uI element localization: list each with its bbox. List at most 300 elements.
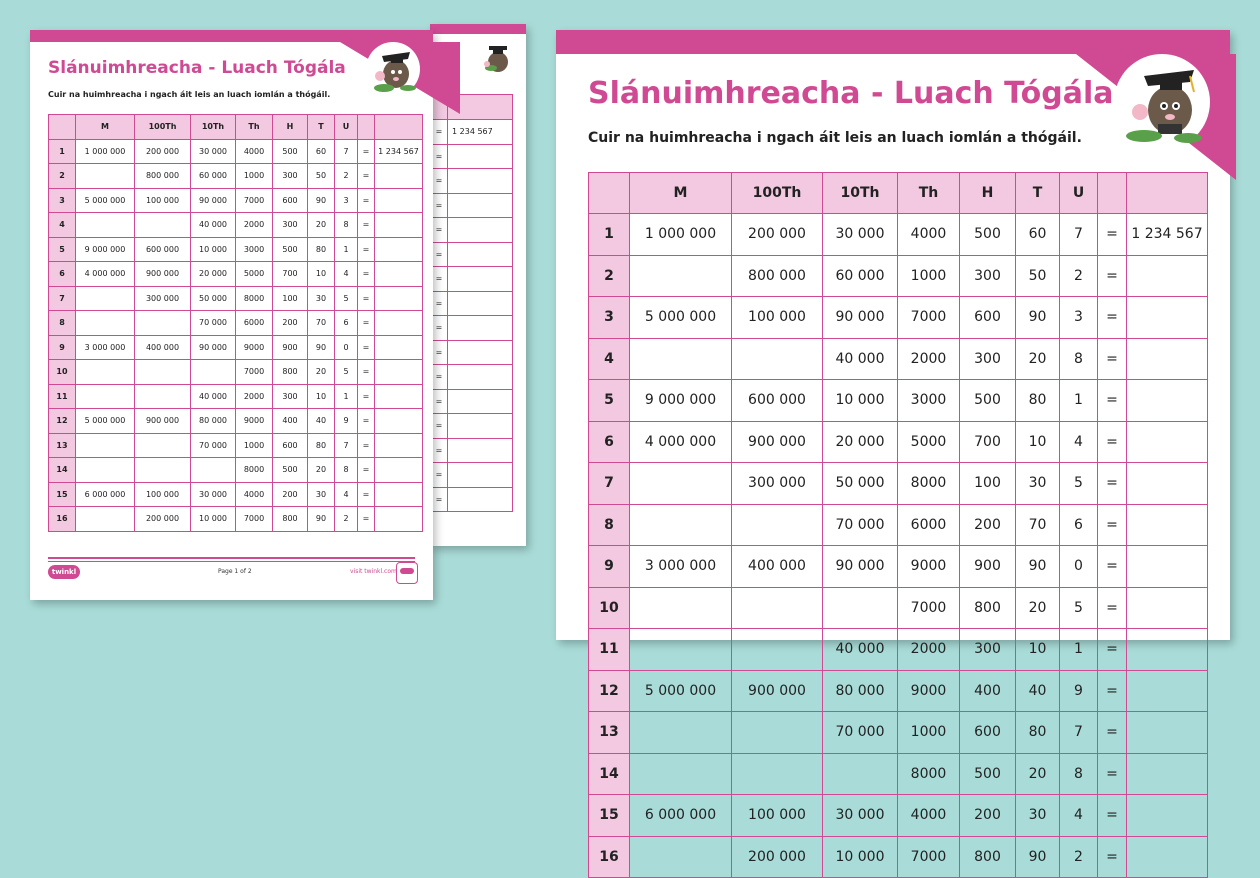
place-value-cell bbox=[135, 213, 191, 238]
equals-sign: = bbox=[1098, 670, 1127, 712]
place-value-cell: 80 bbox=[308, 237, 335, 262]
table-row bbox=[589, 670, 1208, 712]
place-value-cell: 6 bbox=[1060, 504, 1098, 546]
place-value-cell: 1 000 000 bbox=[76, 139, 135, 164]
table-row bbox=[49, 188, 423, 213]
table-row bbox=[589, 214, 1208, 256]
worksheet-instruction: Cuir na huimhreacha i ngach áit leis an luach iomlán a thógáil. bbox=[48, 90, 331, 99]
place-value-cell: 5000 bbox=[898, 421, 960, 463]
place-value-cell: 8 bbox=[1060, 338, 1098, 380]
graduation-mole-mascot-icon bbox=[366, 42, 420, 96]
place-value-cell bbox=[76, 286, 135, 311]
place-value-cell: 10 000 bbox=[191, 237, 236, 262]
answer-cell[interactable] bbox=[1127, 297, 1208, 339]
table-row bbox=[589, 504, 1208, 546]
answer-cell[interactable] bbox=[1127, 546, 1208, 588]
equals-sign: = bbox=[431, 169, 448, 194]
equals-sign: = bbox=[1098, 297, 1127, 339]
answer-cell[interactable] bbox=[375, 409, 423, 434]
place-value-cell: 7000 bbox=[236, 360, 273, 385]
place-value-cell bbox=[135, 458, 191, 483]
column-header: M bbox=[76, 115, 135, 140]
equals-sign: = bbox=[431, 463, 448, 488]
table-row bbox=[49, 507, 423, 532]
place-value-cell bbox=[630, 836, 732, 878]
place-value-cell bbox=[732, 587, 823, 629]
place-value-cell: 8 bbox=[335, 213, 358, 238]
column-header: H bbox=[273, 115, 308, 140]
place-value-table bbox=[588, 172, 1208, 878]
table-row bbox=[431, 169, 513, 194]
answer-cell[interactable] bbox=[375, 311, 423, 336]
place-value-cell: 40 bbox=[308, 409, 335, 434]
place-value-cell: 300 bbox=[960, 338, 1016, 380]
place-value-cell: 6 000 000 bbox=[630, 795, 732, 837]
answer-cell[interactable] bbox=[1127, 712, 1208, 754]
table-row bbox=[589, 836, 1208, 878]
twinkl-logo-icon: twinkl bbox=[48, 565, 80, 579]
place-value-cell: 70 000 bbox=[823, 504, 898, 546]
equals-sign: = bbox=[358, 164, 375, 189]
answer-cell[interactable] bbox=[448, 463, 513, 488]
place-value-cell: 800 bbox=[273, 507, 308, 532]
equals-sign: = bbox=[358, 458, 375, 483]
place-value-cell: 1 bbox=[1060, 629, 1098, 671]
place-value-cell: 8000 bbox=[236, 458, 273, 483]
column-header bbox=[589, 173, 630, 214]
row-number: 14 bbox=[589, 753, 630, 795]
column-header bbox=[1127, 173, 1208, 214]
table-row bbox=[49, 482, 423, 507]
place-value-cell: 80 000 bbox=[823, 670, 898, 712]
place-value-cell: 60 000 bbox=[191, 164, 236, 189]
answer-cell[interactable] bbox=[448, 316, 513, 341]
place-value-cell: 10 000 bbox=[823, 380, 898, 422]
place-value-cell: 3 000 000 bbox=[630, 546, 732, 588]
place-value-cell: 30 000 bbox=[823, 214, 898, 256]
answer-cell[interactable] bbox=[448, 365, 513, 390]
answer-cell[interactable] bbox=[448, 169, 513, 194]
equals-sign: = bbox=[431, 267, 448, 292]
place-value-cell: 20 000 bbox=[191, 262, 236, 287]
table-row bbox=[589, 255, 1208, 297]
place-value-table bbox=[48, 114, 423, 532]
place-value-cell bbox=[732, 504, 823, 546]
row-number: 6 bbox=[49, 262, 76, 287]
place-value-cell: 300 bbox=[273, 164, 308, 189]
place-value-cell: 60 bbox=[308, 139, 335, 164]
row-number: 10 bbox=[49, 360, 76, 385]
equals-sign: = bbox=[1098, 712, 1127, 754]
place-value-cell: 900 000 bbox=[732, 421, 823, 463]
answer-cell[interactable] bbox=[1127, 795, 1208, 837]
equals-sign: = bbox=[358, 433, 375, 458]
place-value-cell: 400 000 bbox=[732, 546, 823, 588]
place-value-cell: 200 000 bbox=[732, 836, 823, 878]
answer-cell[interactable] bbox=[375, 286, 423, 311]
table-row bbox=[431, 316, 513, 341]
table-row bbox=[431, 267, 513, 292]
place-value-cell: 300 000 bbox=[135, 286, 191, 311]
graduation-mole-mascot-icon bbox=[478, 40, 518, 74]
place-value-cell: 20 000 bbox=[823, 421, 898, 463]
place-value-cell: 2 bbox=[335, 507, 358, 532]
row-number: 11 bbox=[49, 384, 76, 409]
equals-sign: = bbox=[1098, 214, 1127, 256]
column-header bbox=[375, 115, 423, 140]
equals-sign: = bbox=[358, 213, 375, 238]
place-value-cell: 9 bbox=[1060, 670, 1098, 712]
equals-sign: = bbox=[1098, 421, 1127, 463]
place-value-cell: 800 bbox=[960, 587, 1016, 629]
table-row bbox=[49, 384, 423, 409]
place-value-cell: 7 bbox=[335, 139, 358, 164]
equals-sign: = bbox=[431, 193, 448, 218]
place-value-cell: 100 000 bbox=[732, 795, 823, 837]
place-value-cell: 50 000 bbox=[823, 463, 898, 505]
place-value-cell: 9 000 000 bbox=[76, 237, 135, 262]
place-value-cell: 100 000 bbox=[135, 188, 191, 213]
column-header bbox=[49, 115, 76, 140]
place-value-cell bbox=[76, 384, 135, 409]
row-number: 11 bbox=[589, 629, 630, 671]
row-number: 7 bbox=[589, 463, 630, 505]
answer-cell[interactable] bbox=[448, 144, 513, 169]
row-number: 16 bbox=[589, 836, 630, 878]
answer-cell[interactable] bbox=[375, 360, 423, 385]
table-row bbox=[49, 433, 423, 458]
answer-cell[interactable] bbox=[375, 237, 423, 262]
place-value-cell: 2 bbox=[335, 164, 358, 189]
equals-sign: = bbox=[358, 188, 375, 213]
place-value-cell: 9000 bbox=[898, 670, 960, 712]
answer-cell[interactable] bbox=[448, 267, 513, 292]
answer-cell[interactable] bbox=[1127, 670, 1208, 712]
row-number: 3 bbox=[49, 188, 76, 213]
table-row bbox=[431, 291, 513, 316]
answer-cell[interactable] bbox=[448, 389, 513, 414]
answer-cell[interactable] bbox=[1127, 421, 1208, 463]
table-row bbox=[431, 120, 513, 145]
answer-cell[interactable] bbox=[375, 384, 423, 409]
place-value-cell: 10 bbox=[308, 384, 335, 409]
table-row bbox=[589, 587, 1208, 629]
place-value-cell: 70 000 bbox=[823, 712, 898, 754]
place-value-cell: 7 bbox=[1060, 712, 1098, 754]
table-row bbox=[431, 414, 513, 439]
answer-cell[interactable] bbox=[1127, 338, 1208, 380]
equals-sign: = bbox=[358, 360, 375, 385]
answer-cell[interactable] bbox=[448, 340, 513, 365]
place-value-cell: 8000 bbox=[898, 463, 960, 505]
row-number: 15 bbox=[49, 482, 76, 507]
place-value-cell: 10 bbox=[1016, 421, 1060, 463]
place-value-cell: 500 bbox=[273, 139, 308, 164]
place-value-cell: 50 000 bbox=[191, 286, 236, 311]
table-row bbox=[589, 463, 1208, 505]
column-header: T bbox=[308, 115, 335, 140]
place-value-cell: 30 bbox=[1016, 463, 1060, 505]
place-value-cell: 40 000 bbox=[191, 384, 236, 409]
answer-cell[interactable] bbox=[375, 458, 423, 483]
answer-cell[interactable] bbox=[448, 291, 513, 316]
table-row bbox=[589, 338, 1208, 380]
place-value-cell bbox=[630, 463, 732, 505]
place-value-cell: 10 000 bbox=[191, 507, 236, 532]
row-number: 1 bbox=[589, 214, 630, 256]
table-row bbox=[431, 242, 513, 267]
place-value-cell: 90 000 bbox=[823, 546, 898, 588]
equals-sign: = bbox=[431, 242, 448, 267]
answer-cell[interactable] bbox=[448, 487, 513, 512]
place-value-cell: 900 000 bbox=[135, 409, 191, 434]
place-value-cell: 9000 bbox=[898, 546, 960, 588]
place-value-cell: 80 bbox=[1016, 380, 1060, 422]
place-value-cell: 800 bbox=[960, 836, 1016, 878]
place-value-cell: 5 bbox=[1060, 587, 1098, 629]
place-value-cell: 9 bbox=[335, 409, 358, 434]
answer-cell[interactable] bbox=[375, 482, 423, 507]
place-value-cell: 300 bbox=[273, 384, 308, 409]
place-value-cell: 800 bbox=[273, 360, 308, 385]
place-value-cell bbox=[135, 360, 191, 385]
answer-cell[interactable] bbox=[1127, 504, 1208, 546]
row-number: 5 bbox=[589, 380, 630, 422]
place-value-cell: 600 bbox=[273, 433, 308, 458]
place-value-cell: 900 bbox=[960, 546, 1016, 588]
place-value-cell: 1000 bbox=[898, 255, 960, 297]
place-value-cell: 4 000 000 bbox=[76, 262, 135, 287]
place-value-cell: 90 000 bbox=[823, 297, 898, 339]
answer-cell[interactable] bbox=[375, 213, 423, 238]
table-row bbox=[49, 311, 423, 336]
place-value-cell bbox=[630, 629, 732, 671]
place-value-cell bbox=[76, 213, 135, 238]
equals-sign: = bbox=[1098, 338, 1127, 380]
answer-cell[interactable]: 1 234 567 bbox=[1127, 214, 1208, 256]
place-value-cell: 5 000 000 bbox=[76, 409, 135, 434]
equals-sign: = bbox=[358, 507, 375, 532]
row-number: 3 bbox=[589, 297, 630, 339]
place-value-cell bbox=[135, 384, 191, 409]
place-value-cell: 600 bbox=[960, 297, 1016, 339]
row-number: 9 bbox=[49, 335, 76, 360]
answer-cell[interactable] bbox=[375, 507, 423, 532]
answer-cell[interactable] bbox=[448, 218, 513, 243]
worksheet-title: Slánuimhreacha - Luach Tógála bbox=[588, 76, 1114, 111]
place-value-cell: 70 bbox=[308, 311, 335, 336]
column-header: 10Th bbox=[191, 115, 236, 140]
column-header: U bbox=[335, 115, 358, 140]
place-value-cell: 60 000 bbox=[823, 255, 898, 297]
equals-sign: = bbox=[1098, 380, 1127, 422]
equals-sign: = bbox=[1098, 629, 1127, 671]
place-value-cell: 10 000 bbox=[823, 836, 898, 878]
place-value-cell: 1000 bbox=[236, 164, 273, 189]
place-value-cell bbox=[630, 753, 732, 795]
answer-cell[interactable] bbox=[1127, 463, 1208, 505]
equals-sign: = bbox=[1098, 255, 1127, 297]
place-value-cell: 30 bbox=[308, 286, 335, 311]
place-value-cell: 70 000 bbox=[191, 433, 236, 458]
place-value-cell bbox=[76, 164, 135, 189]
answer-cell[interactable] bbox=[1127, 587, 1208, 629]
column-header bbox=[358, 115, 375, 140]
place-value-cell: 800 000 bbox=[135, 164, 191, 189]
table-row bbox=[49, 409, 423, 434]
place-value-cell: 400 000 bbox=[135, 335, 191, 360]
answer-cell[interactable] bbox=[448, 414, 513, 439]
place-value-cell: 20 bbox=[1016, 587, 1060, 629]
answer-cell[interactable] bbox=[448, 193, 513, 218]
place-value-cell: 5 000 000 bbox=[76, 188, 135, 213]
equals-sign: = bbox=[358, 482, 375, 507]
place-value-cell bbox=[732, 629, 823, 671]
place-value-cell: 2000 bbox=[236, 384, 273, 409]
footer-rule-thin bbox=[48, 561, 415, 562]
equals-sign: = bbox=[431, 316, 448, 341]
place-value-cell: 5 bbox=[1060, 463, 1098, 505]
place-value-cell: 5 000 000 bbox=[630, 670, 732, 712]
place-value-cell: 500 bbox=[273, 237, 308, 262]
place-value-cell: 4 000 000 bbox=[630, 421, 732, 463]
place-value-cell: 70 bbox=[1016, 504, 1060, 546]
place-value-cell: 40 000 bbox=[823, 629, 898, 671]
place-value-cell: 4000 bbox=[898, 214, 960, 256]
place-value-cell bbox=[732, 712, 823, 754]
place-value-cell: 3000 bbox=[898, 380, 960, 422]
place-value-cell bbox=[76, 507, 135, 532]
row-number: 6 bbox=[589, 421, 630, 463]
place-value-cell: 2000 bbox=[236, 213, 273, 238]
place-value-cell: 900 bbox=[273, 335, 308, 360]
equals-sign: = bbox=[1098, 587, 1127, 629]
place-value-cell: 7000 bbox=[236, 188, 273, 213]
place-value-cell: 80 000 bbox=[191, 409, 236, 434]
row-number: 7 bbox=[49, 286, 76, 311]
answer-cell[interactable] bbox=[1127, 255, 1208, 297]
equals-sign: = bbox=[431, 218, 448, 243]
place-value-cell: 200 000 bbox=[732, 214, 823, 256]
place-value-cell bbox=[76, 458, 135, 483]
table-row bbox=[589, 380, 1208, 422]
equals-sign: = bbox=[358, 384, 375, 409]
place-value-cell: 4000 bbox=[236, 482, 273, 507]
row-number: 4 bbox=[49, 213, 76, 238]
answer-cell[interactable] bbox=[1127, 836, 1208, 878]
answer-cell[interactable] bbox=[375, 433, 423, 458]
answer-cell[interactable] bbox=[448, 438, 513, 463]
place-value-cell: 2000 bbox=[898, 338, 960, 380]
row-number: 10 bbox=[589, 587, 630, 629]
place-value-cell: 4 bbox=[1060, 421, 1098, 463]
twinkl-badge-icon bbox=[396, 562, 418, 584]
place-value-cell: 6 000 000 bbox=[76, 482, 135, 507]
place-value-cell bbox=[732, 338, 823, 380]
place-value-cell: 30 000 bbox=[191, 482, 236, 507]
place-value-cell bbox=[630, 338, 732, 380]
answer-cell[interactable] bbox=[375, 262, 423, 287]
site-link[interactable]: visit twinkl.com bbox=[350, 568, 397, 575]
place-value-cell: 10 bbox=[1016, 629, 1060, 671]
equals-sign: = bbox=[358, 335, 375, 360]
row-number: 12 bbox=[49, 409, 76, 434]
row-number: 8 bbox=[589, 504, 630, 546]
row-number: 2 bbox=[589, 255, 630, 297]
equals-sign: = bbox=[431, 340, 448, 365]
place-value-cell: 50 bbox=[1016, 255, 1060, 297]
place-value-cell: 300 bbox=[273, 213, 308, 238]
table-row bbox=[589, 546, 1208, 588]
place-value-cell: 100 000 bbox=[135, 482, 191, 507]
place-value-cell: 500 bbox=[960, 214, 1016, 256]
place-value-cell: 8 bbox=[335, 458, 358, 483]
place-value-cell: 700 bbox=[960, 421, 1016, 463]
place-value-cell: 9000 bbox=[236, 335, 273, 360]
answer-cell[interactable] bbox=[1127, 753, 1208, 795]
answer-cell[interactable] bbox=[375, 188, 423, 213]
answer-cell[interactable] bbox=[448, 242, 513, 267]
place-value-cell: 5 000 000 bbox=[630, 297, 732, 339]
answer-cell[interactable] bbox=[1127, 380, 1208, 422]
equals-sign: = bbox=[358, 286, 375, 311]
column-header: H bbox=[960, 173, 1016, 214]
place-value-cell: 20 bbox=[308, 458, 335, 483]
footer-rule bbox=[48, 557, 415, 559]
back-answer-table bbox=[430, 94, 513, 512]
place-value-cell bbox=[630, 504, 732, 546]
place-value-cell: 600 000 bbox=[732, 380, 823, 422]
back-top-strip bbox=[430, 24, 526, 34]
place-value-cell: 4 bbox=[1060, 795, 1098, 837]
answer-cell[interactable] bbox=[375, 335, 423, 360]
place-value-cell: 50 bbox=[308, 164, 335, 189]
place-value-cell: 90 bbox=[308, 507, 335, 532]
row-number: 12 bbox=[589, 670, 630, 712]
place-value-cell: 100 bbox=[273, 286, 308, 311]
place-value-cell bbox=[630, 255, 732, 297]
answer-cell[interactable]: 1 234 567 bbox=[375, 139, 423, 164]
place-value-cell: 2 bbox=[1060, 836, 1098, 878]
table-row bbox=[589, 712, 1208, 754]
worksheet-instruction: Cuir na huimhreacha i ngach áit leis an luach iomlán a thógáil. bbox=[588, 130, 1082, 146]
answer-cell[interactable] bbox=[1127, 629, 1208, 671]
equals-sign: = bbox=[431, 487, 448, 512]
place-value-cell: 2000 bbox=[898, 629, 960, 671]
place-value-cell: 900 000 bbox=[135, 262, 191, 287]
place-value-cell: 8000 bbox=[236, 286, 273, 311]
place-value-cell: 20 bbox=[308, 360, 335, 385]
place-value-cell: 6000 bbox=[236, 311, 273, 336]
place-value-cell: 7 bbox=[335, 433, 358, 458]
place-value-cell: 7000 bbox=[898, 297, 960, 339]
place-value-cell: 40 bbox=[1016, 670, 1060, 712]
place-value-cell: 3 000 000 bbox=[76, 335, 135, 360]
place-value-cell bbox=[135, 433, 191, 458]
table-row bbox=[49, 139, 423, 164]
place-value-cell bbox=[76, 433, 135, 458]
place-value-cell: 3 bbox=[1060, 297, 1098, 339]
place-value-cell: 10 bbox=[308, 262, 335, 287]
answer-cell[interactable]: 1 234 567 bbox=[448, 120, 513, 145]
place-value-cell: 7 bbox=[1060, 214, 1098, 256]
place-value-cell bbox=[191, 458, 236, 483]
equals-sign: = bbox=[431, 438, 448, 463]
answer-cell[interactable] bbox=[375, 164, 423, 189]
place-value-cell: 40 000 bbox=[823, 338, 898, 380]
worksheet-title: Slánuimhreacha - Luach Tógála bbox=[48, 58, 346, 78]
equals-sign: = bbox=[1098, 546, 1127, 588]
